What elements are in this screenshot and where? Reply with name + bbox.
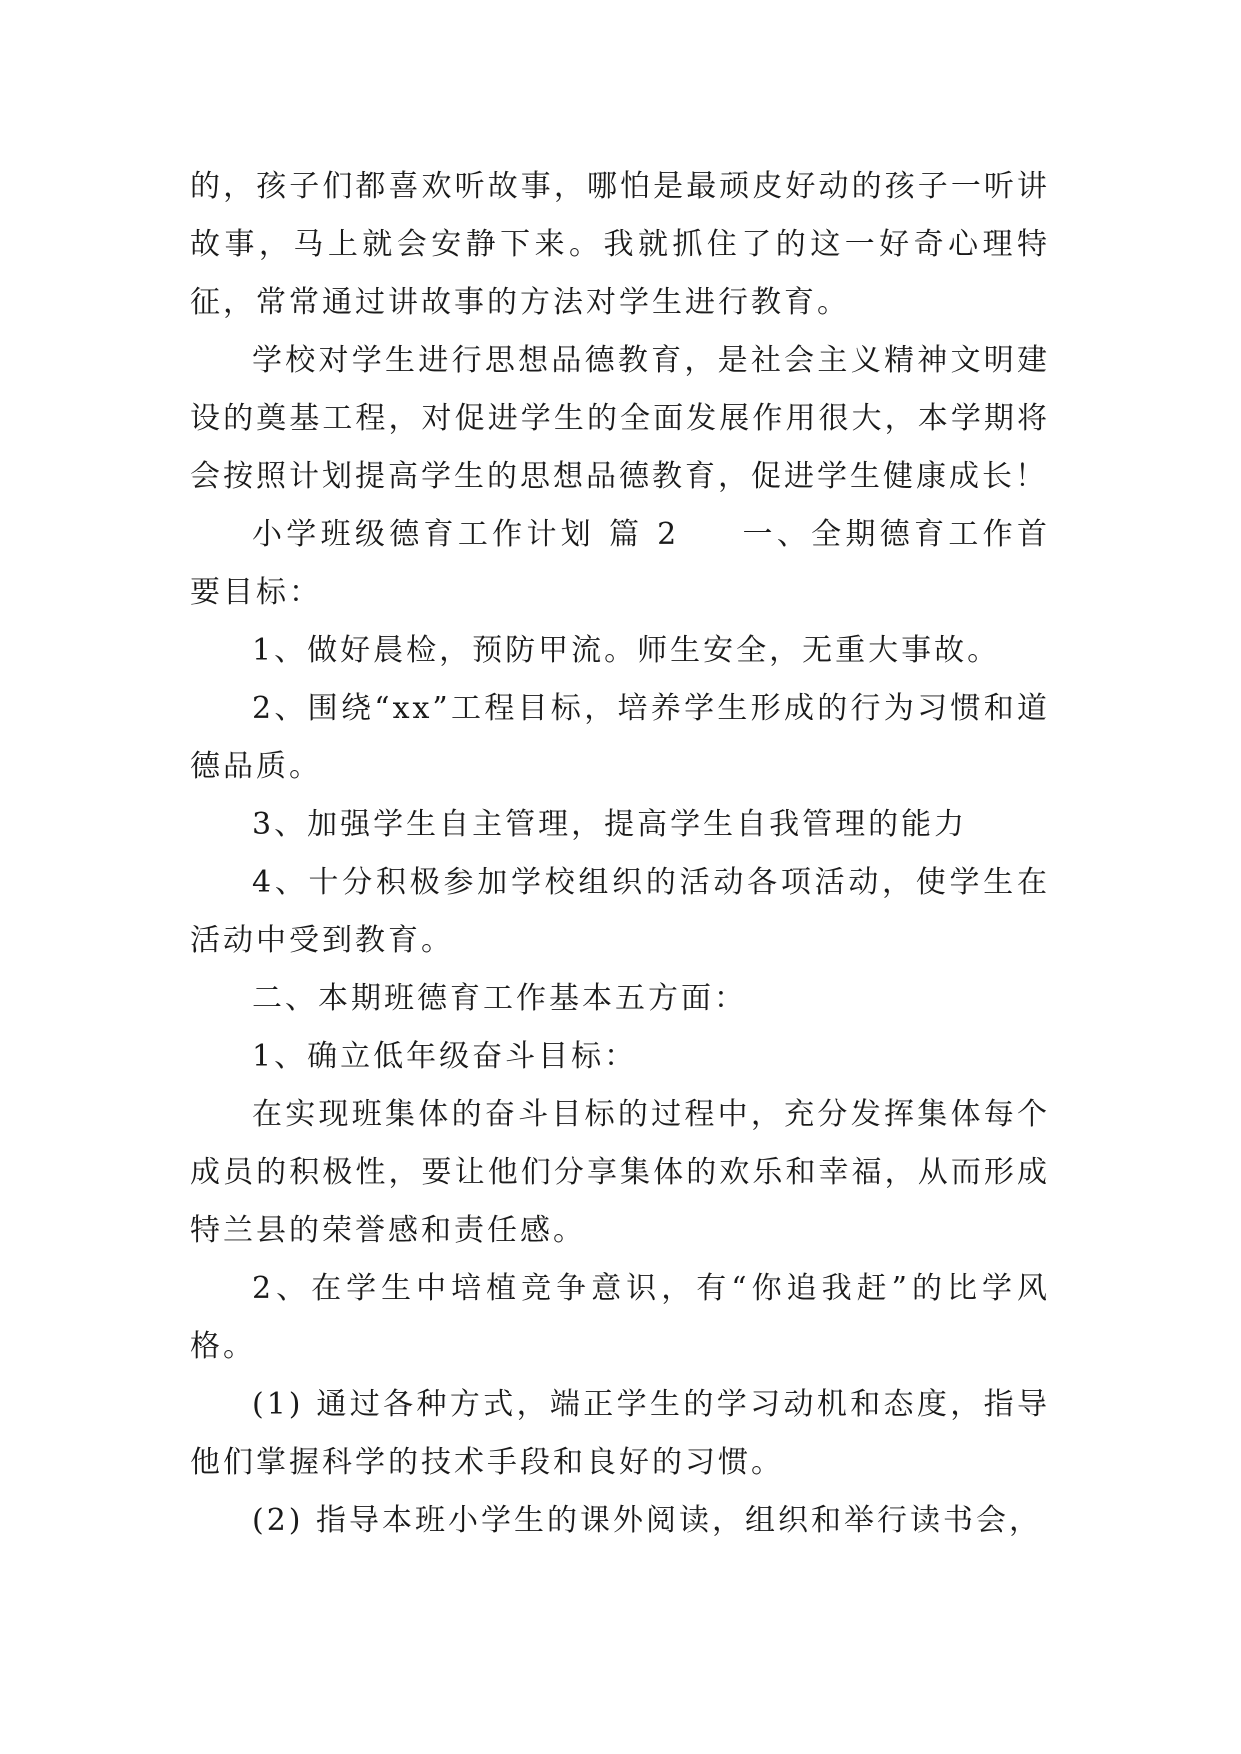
sub-item-1: (1) 通过各种方式，端正学生的学习动机和态度，指导他们掌握科学的技术手段和良好的习惯。 — [190, 1387, 1050, 1480]
paragraph-collective-goal: 在实现班集体的奋斗目标的过程中，充分发挥集体每个成员的积极性，要让他们分享集体的欢乐和幸福，从而形成特兰县的荣誉感和责任感。 — [190, 1097, 1050, 1248]
list-item-goal-3: 3、加强学生自主管理，提高学生自我管理的能力 — [252, 807, 968, 842]
list-item-aspect-2: 2、在学生中培植竞争意识，有“你追我赶”的比学风格。 — [190, 1271, 1050, 1364]
plan-title: 小学班级德育工作计划 篇 2 — [252, 517, 680, 552]
sub-item-2: (2) 指导本班小学生的课外阅读，组织和举行读书会， — [252, 1503, 1043, 1538]
list-item-goal-1: 1、做好晨检，预防甲流。师生安全，无重大事故。 — [252, 633, 1001, 668]
paragraph-plan-title — [190, 506, 1050, 622]
list-item-goal-4: 4、十分积极参加学校组织的活动各项活动，使学生在活动中受到教育。 — [190, 865, 1050, 958]
section-heading-goals: 一、全期德育工作首要目标： — [190, 517, 1050, 610]
paragraph-storytelling-end: 的，孩子们都喜欢听故事，哪怕是最顽皮好动的孩子一听讲故事，马上就会安静下来。我就抓住了的这一好奇心理特征，常常通过讲故事的方法对学生进行教育。 — [190, 169, 1050, 320]
list-item-goal-2: 2、围绕“xx”工程目标，培养学生形成的行为习惯和道德品质。 — [190, 691, 1050, 784]
list-item-aspect-1: 1、确立低年级奋斗目标： — [252, 1039, 638, 1074]
document-body — [190, 158, 1050, 1550]
section-heading-five-aspects: 二、本期班德育工作基本五方面： — [252, 981, 747, 1016]
paragraph-moral-education-summary: 学校对学生进行思想品德教育，是社会主义精神文明建设的奠基工程，对促进学生的全面发展作用很大，本学期将会按照计划提高学生的思想品德教育，促进学生健康成长！ — [190, 343, 1050, 494]
